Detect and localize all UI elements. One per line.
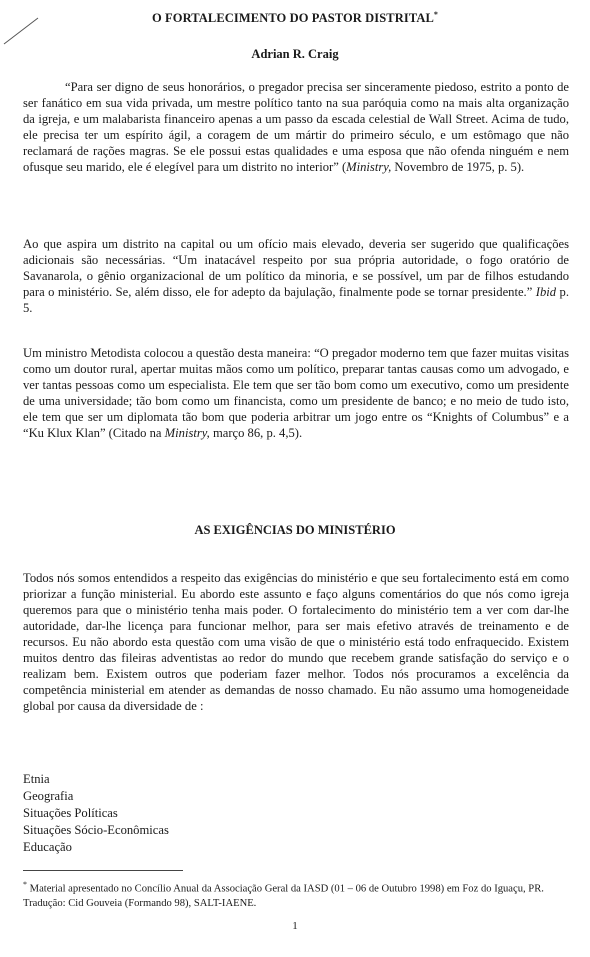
footnote-text: Material apresentado no Concílio Anual da Associação Geral da IASD (01 – 06 de Outubro 1998) em Foz do Iguaçu, PR. Tradução: Cid Gouveia (Formando 98), SALT-IAENE. [23, 883, 544, 909]
topic-item: Educação [23, 840, 72, 854]
paragraph-3-text: Um ministro Metodista colocou a questão desta maneira: “O pregador moderno tem que fazer muitas visitas como um doutor rural, apertar muitas mãos como um político, preparar tantas causas como um advogado, e ver tantas pessoas como um especialista. Ele tem que ser tão bom como um executivo, como um presidente de uma universidade; tão bom como um financista, como um presidente de banco; e no meio de tudo isto, ele tem que ser um diplomata tão bom que poderia arbitrar um jogo entre os “Knights of Columbus” e a “Ku Klux Klan” (Citado na [23, 346, 569, 440]
topic-list [23, 771, 169, 856]
title-footnote-mark: * [433, 10, 439, 19]
paragraph-3-end: março 86, p. 4,5). [209, 426, 303, 440]
paragraph-3 [23, 345, 569, 441]
paragraph-2 [23, 236, 569, 316]
paragraph-3-source: Ministry, [164, 426, 210, 440]
document-title [60, 10, 530, 26]
topic-item: Situações Sócio-Econômicas [23, 823, 169, 837]
scan-corner-mark [2, 16, 42, 46]
paragraph-4: Todos nós somos entendidos a respeito das exigências do ministério e que seu fortalecimento está em como priorizar a função ministerial. Eu abordo este assunto e faço alguns comentários do que nós como igreja queremos para que o ministério tenha mais poder. O fortalecimento do ministério tem a ver com dar-lhe autoridade, dar-lhe licença para funcionar melhor, para ser mais efetivo através de treinamento e de recursos. Eu não abordo esta questão com uma visão de que o ministério está todo enfraquecido. Existem muitos dentro das fileiras adventistas ao redor do mundo que recebem grande satisfação do serviço e o realizam bem. Existem outros que poderiam fazer melhor. Todos nós procuramos a excelência da competência ministerial em atender as demandas de nosso chamado. Eu não assumo uma homogeneidade global por causa da diversidade de : [23, 571, 569, 713]
topic-item: Geografia [23, 789, 74, 803]
paragraph-1-text: “Para ser digno de seus honorários, o pregador precisa ser sinceramente piedoso, estrito a ponto de ser fanático em sua vida privada, um mestre político tanto na sua paróquia como na mais alta organização da igreja, e um malabarista financeiro apenas a um passo da escada celestial de Wall Street. Acima de tudo, ele precisa ter um espírito ágil, a coragem de um mártir do primeiro século, e um estômago que não reclamará de rações magras. Se ele possui estas qualidades e uma esposa que não ofenda ninguém e nem ofusque seu marido, ele é elegível para um distrito no interior” ( [23, 80, 569, 174]
paragraph-1 [23, 79, 569, 175]
footnote-mark: * [23, 880, 27, 889]
footnote-divider [23, 870, 183, 871]
paragraph-1-source: Ministry, [346, 160, 392, 174]
page-number: 1 [292, 920, 298, 932]
author-name: Adrian R. Craig [251, 47, 339, 61]
topic-item: Situações Políticas [23, 806, 118, 820]
paragraph-1-end: Novembro de 1975, p. 5). [391, 160, 525, 174]
paragraph-2-source: Ibid [535, 285, 557, 299]
paragraph-2-end: p. 5. [23, 285, 570, 315]
topic-item: Etnia [23, 772, 50, 786]
paragraph-2-text: Ao que aspira um distrito na capital ou um ofício mais elevado, deveria ser sugerido que qualificações adicionais são necessárias. “Um inatacável respeito por sua própria autoridade, o fogo oratório de Savanarola, o gênio organizacional de um político da minoria, e se possível, um par de filhos estudando para o ministério. Se, além disso, ele for adepto da bajulação, finalmente pode se tornar presidente.” [23, 237, 569, 299]
title-text: O FORTALECIMENTO DO PASTOR DISTRITAL [151, 11, 434, 26]
section-heading: AS EXIGÊNCIAS DO MINISTÉRIO [194, 523, 396, 537]
footnote [23, 878, 569, 911]
